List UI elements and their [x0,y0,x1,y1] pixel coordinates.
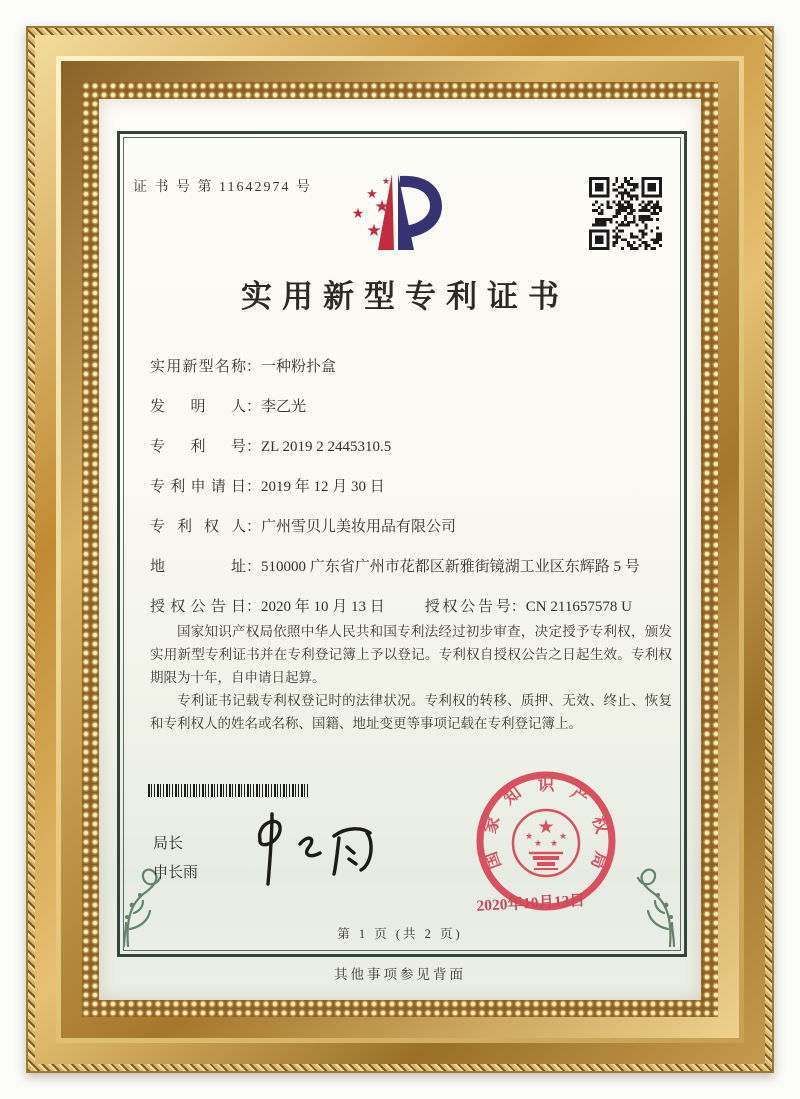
svg-text:★: ★ [533,839,543,849]
field-row [150,395,306,416]
qr-code-icon [589,177,662,250]
svg-text:★: ★ [351,206,365,222]
seal-ring-char: 识 [537,775,555,795]
field-row [150,435,391,456]
seal-ring-char: 家 [480,813,505,836]
barcode-icon [148,784,310,797]
field-colon: ： [246,399,262,415]
field-label: 授权公告日 [150,599,246,615]
signer-title: 局长 [153,836,184,852]
svg-text:★: ★ [549,839,559,849]
field-label: 地址 [150,559,246,575]
field-value: 510000 广东省广州市花都区新雅街镜湖工业区东辉路 5 号 [261,559,640,575]
certificate-number: 证 书 号 第 11642974 号 [133,180,312,195]
field-colon: ： [246,439,262,455]
svg-text:★: ★ [366,187,378,202]
field-colon: ： [510,599,526,615]
field-label: 专利权人 [150,519,246,535]
field-colon: ： [246,599,262,615]
field-colon: ： [246,479,262,495]
seal-ring-char: 国 [481,848,506,872]
seal-ring-char: 权 [587,813,612,836]
field-value: 李乙光 [261,399,307,415]
seal-ring-char: 产 [566,782,593,810]
back-side-note: 其他事项参见背面 [334,967,466,982]
field-label: 专利申请日 [150,479,246,495]
field-colon: ： [246,559,262,575]
svg-text:★: ★ [374,197,390,217]
field-value: 广州雪贝儿美妆用品有限公司 [261,519,457,535]
field-row [150,475,385,496]
field-row [150,515,456,536]
svg-text:★: ★ [524,832,534,842]
field-row [150,555,640,576]
field-label: 发明人 [150,399,246,415]
field-row [150,595,632,616]
legal-paragraph: 专利证书记载专利权登记时的法律状况。专利权的转移、质押、无效、终止、恢复和专利权人的姓名或名称、国籍、地址变更等事项记载在专利登记簿上。 [150,693,672,731]
field-value: 2019 年 12 月 30 日 [261,479,385,495]
svg-text:★: ★ [381,177,391,187]
seal-date: 2020年10月13日 [476,892,586,915]
field-value: CN 211657578 U [525,599,632,615]
field-label: 专利号 [150,439,246,455]
page-number: 第 1 页 (共 2 页) [337,927,463,941]
cnipa-logo-icon [348,170,444,254]
handwritten-signature [248,806,393,891]
official-seal-stamp [461,761,631,931]
field-row [150,355,336,376]
field-colon: ： [246,359,262,375]
signer-block [153,830,198,888]
svg-text:★: ★ [537,816,555,838]
legal-paragraph: 国家知识产权局依照中华人民共和国专利法经过初步审查，决定授予专利权，颁发实用新型专利证书并在专利登记簿上予以登记。专利权自授权公告之日起生效。专利权期限为十年，自申请日起算。 [150,624,672,685]
field-value: ZL 2019 2 2445310.5 [261,439,392,455]
svg-text:★: ★ [558,832,568,842]
field-label: 授权公告号 [424,599,511,615]
certificate-title: 实用新型专利证书 [241,279,569,314]
svg-text:★: ★ [366,221,382,241]
legal-paragraphs [150,620,672,735]
field-value: 一种粉扑盒 [261,359,337,375]
signer-name: 申长雨 [153,865,199,881]
seal-ring-char: 知 [499,782,526,810]
field-colon: ： [246,519,262,535]
seal-ring-char: 局 [586,848,611,872]
field-value: 2020 年 10 月 13 日 [261,599,385,615]
field-label: 实用新型名称 [150,359,246,375]
